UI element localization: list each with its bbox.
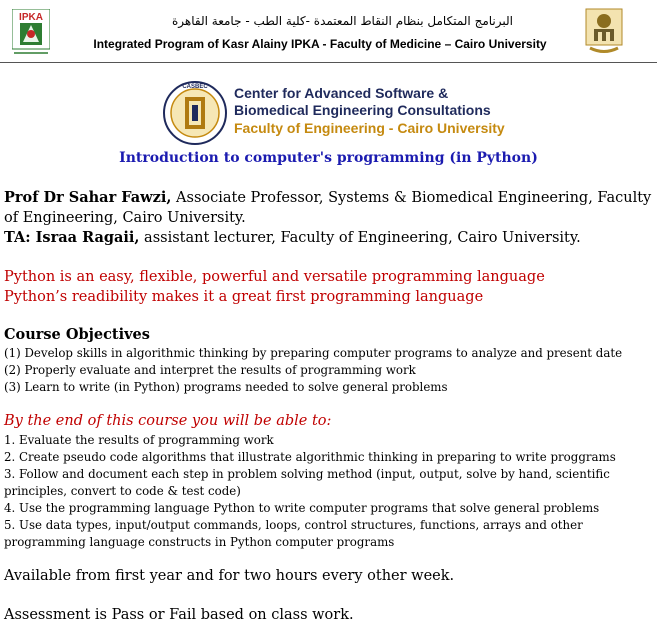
outcome-line: 1. Evaluate the results of programming work <box>4 433 274 447</box>
outcome-line: 3. Follow and document each step in problem solving method (input, output, solve by hand, scientific <box>4 467 610 481</box>
header-english-post: - Faculty of Medicine – Cairo University <box>319 37 547 51</box>
header-english-title <box>60 37 580 51</box>
cairo-university-logo <box>580 7 628 57</box>
center-name-line1: Center for Advanced Software & <box>234 85 449 101</box>
header-divider <box>0 62 657 63</box>
assessment-text: Assessment is Pass or Fail based on class work. <box>4 607 354 623</box>
ipka-logo <box>12 9 50 57</box>
ta-description: assistant lecturer, Faculty of Engineering, Cairo University. <box>139 230 581 246</box>
header-english-ipka: IPKA <box>290 37 320 51</box>
header-arabic-title: البرنامج المتكامل بنظام النقاط المعتمدة -كلية الطب - جامعة القاهرة <box>172 14 513 28</box>
outcome-line: 2. Create pseudo code algorithms that illustrate algorithmic thinking in preparing to write proggrams <box>4 450 616 464</box>
ta-paragraph <box>4 228 654 248</box>
center-faculty-line: Faculty of Engineering - Cairo University <box>234 120 505 136</box>
objective-item: (2) Properly evaluate and interpret the results of programming work <box>4 363 416 377</box>
python-line-2: Python’s readibility makes it a great first programming language <box>4 289 484 305</box>
objectives-heading: Course Objectives <box>4 326 150 343</box>
ipka-logo-text: IPKA <box>19 12 43 23</box>
professor-description: Associate Professor, Systems & Biomedical Engineering, Faculty of Engineering, Cairo University. <box>4 190 652 226</box>
outcomes-heading: By the end of this course you will be able to: <box>4 413 332 429</box>
casbec-logo-text: CASBEC <box>182 84 208 90</box>
header-english-pre: Integrated Program of Kasr Alainy <box>93 37 291 51</box>
ta-name: TA: Israa Ragaii, <box>4 229 140 246</box>
python-line-1: Python is an easy, flexible, powerful and versatile programming language <box>4 269 545 285</box>
availability-text: Available from first year and for two hours every other week. <box>4 568 455 584</box>
outcome-line: principles, convert to code & test code) <box>4 484 241 498</box>
center-name-line2: Biomedical Engineering Consultations <box>234 102 491 118</box>
objective-item: (1) Develop skills in algorithmic thinking by preparing computer programs to analyze and present date <box>4 346 623 360</box>
course-title: Introduction to computer's programming (in Python) <box>119 150 538 166</box>
outcome-line: 5. Use data types, input/output commands, loops, control structures, functions, arrays and other <box>4 518 583 532</box>
professor-name: Prof Dr Sahar Fawzi, <box>4 189 172 206</box>
casbec-logo <box>162 80 228 146</box>
professor-paragraph <box>4 188 654 228</box>
outcome-line: programming language constructs in Python computer programs <box>4 535 395 549</box>
objective-item: (3) Learn to write (in Python) programs needed to solve general problems <box>4 380 448 394</box>
outcome-line: 4. Use the programming language Python to write computer programs that solve general problems <box>4 501 600 515</box>
